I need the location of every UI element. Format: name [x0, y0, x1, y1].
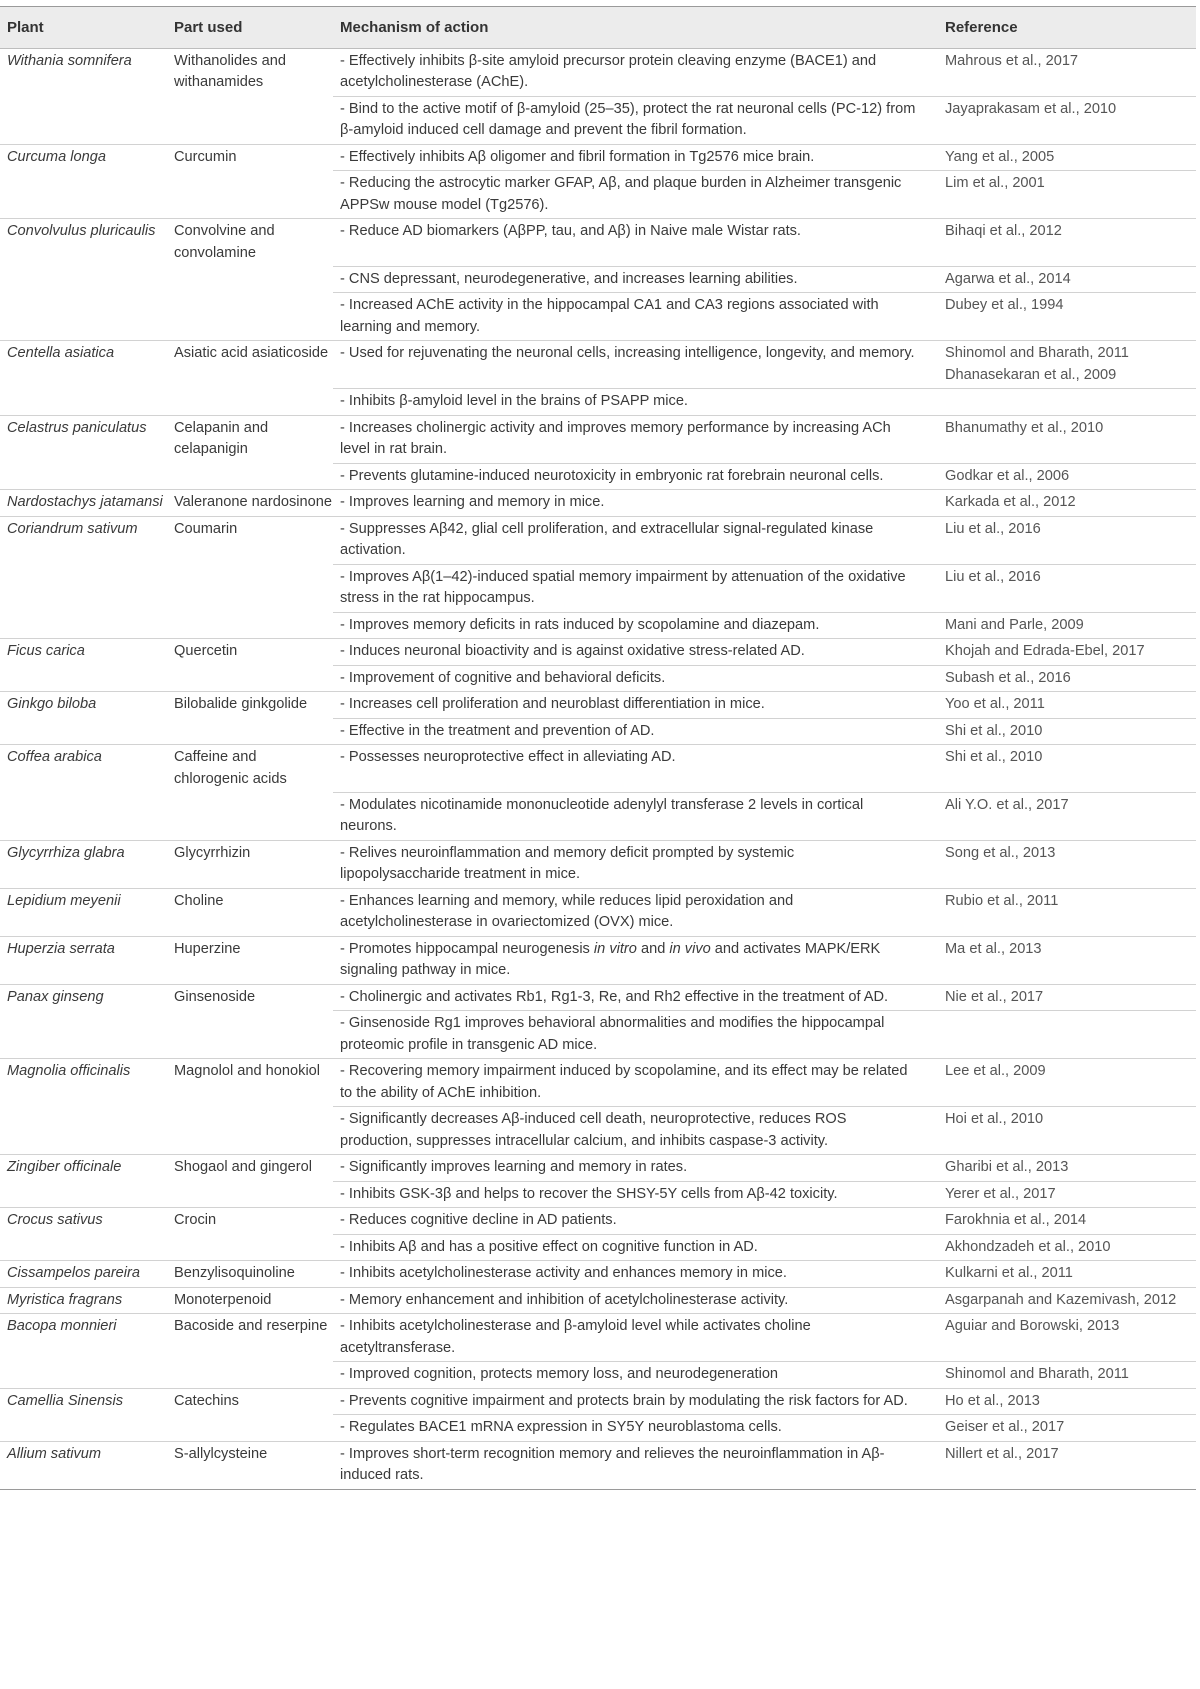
- reference-cell: Geiser et al., 2017: [938, 1415, 1196, 1442]
- table-row: [0, 463, 1196, 490]
- table-row: [0, 718, 1196, 745]
- part-cell: Huperzine: [167, 936, 333, 984]
- reference-cell: Nie et al., 2017: [938, 984, 1196, 1011]
- plant-cell: Nardostachys jatamansi: [0, 490, 167, 517]
- in-vitro-text: in vitro: [593, 940, 637, 957]
- plant-cell: [0, 1011, 167, 1059]
- mechanism-cell: - Reduce AD biomarkers (AβPP, tau, and Aβ) in Naive male Wistar rats.: [333, 219, 938, 267]
- table-row: [0, 48, 1196, 96]
- plant-cell: Zingiber officinale: [7, 1159, 122, 1175]
- plant-cell: Crocus sativus: [7, 1212, 103, 1228]
- reference-cell: Jayaprakasam et al., 2010: [938, 96, 1196, 144]
- mechanism-cell: - Improved cognition, protects memory loss, and neurodegeneration: [333, 1362, 938, 1389]
- table-row: [0, 612, 1196, 639]
- in-vivo-text: in vivo: [669, 940, 711, 957]
- mechanism-cell: - Reduces cognitive decline in AD patients.: [333, 1208, 938, 1235]
- plant-cell: Ginkgo biloba: [7, 696, 97, 712]
- mechanism-cell: - Modulates nicotinamide mononucleotide adenylyl transferase 2 levels in cortical neurons.: [333, 792, 938, 840]
- reference-cell: Aguiar and Borowski, 2013: [938, 1314, 1196, 1362]
- plant-cell: Camellia Sinensis: [7, 1392, 123, 1409]
- plant-cell: [0, 612, 167, 639]
- table-row: [0, 1011, 1196, 1059]
- table-row: [0, 1314, 1196, 1362]
- plant-cell: Convolvulus pluricaulis: [7, 223, 156, 239]
- mechanism-cell: - Improves Aβ(1–42)-induced spatial memory impairment by attenuation of the oxidative stress in the rat hippocampus.: [333, 564, 938, 612]
- part-cell: Shogaol and gingerol: [174, 1159, 312, 1175]
- reference-cell: Rubio et al., 2011: [938, 888, 1196, 936]
- reference-cell: Ma et al., 2013: [938, 936, 1196, 984]
- part-cell: Magnolol and honokiol: [174, 1063, 321, 1079]
- reference-cell: Shi et al., 2010: [938, 718, 1196, 745]
- plant-cell: [0, 1107, 167, 1155]
- table-row: [0, 1441, 1196, 1489]
- table-row: [0, 840, 1196, 888]
- reference-cell: Khojah and Edrada-Ebel, 2017: [938, 639, 1196, 666]
- header-plant: Plant: [7, 19, 44, 36]
- table-row: [0, 1234, 1196, 1261]
- mechanism-cell: [333, 936, 938, 984]
- reference-cell: Shinomol and Bharath, 2011: [938, 1362, 1196, 1389]
- reference-cell: Shi et al., 2010: [938, 745, 1196, 793]
- header-part-used: Part used: [174, 19, 243, 36]
- part-cell: [167, 1362, 333, 1389]
- part-cell: [167, 1415, 333, 1442]
- mechanism-cell: - Increases cholinergic activity and improves memory performance by increasing ACh level in rat brain.: [333, 415, 938, 463]
- header-mechanism: Mechanism of action: [340, 19, 489, 36]
- part-cell: Caffeine and chlorogenic acids: [174, 749, 287, 787]
- table-row: [0, 936, 1196, 984]
- mechanism-cell: - Increased AChE activity in the hippocampal CA1 and CA3 regions associated with learning and memory.: [333, 293, 938, 341]
- plant-cell: Cissampelos pareira: [0, 1261, 167, 1288]
- reference-cell: Farokhnia et al., 2014: [938, 1208, 1196, 1235]
- mechanism-cell: - Possesses neuroprotective effect in alleviating AD.: [333, 745, 938, 793]
- table-row: [0, 1208, 1196, 1235]
- reference-cell: Kulkarni et al., 2011: [938, 1261, 1196, 1288]
- plant-cell: [0, 564, 167, 612]
- mechanism-cell: - Improves learning and memory in mice.: [333, 490, 938, 517]
- plant-cell: Coffea arabica: [7, 749, 102, 765]
- table-header: [0, 7, 1196, 49]
- plant-cell: [0, 96, 167, 144]
- plant-cell: Withania somnifera: [7, 52, 132, 69]
- table-row: [0, 219, 1196, 267]
- part-cell: [167, 612, 333, 639]
- table-row: [0, 888, 1196, 936]
- mechanism-text: and: [636, 940, 670, 957]
- mechanism-cell: - Prevents cognitive impairment and protects brain by modulating the risk factors for AD.: [333, 1388, 938, 1415]
- plant-cell: Myristica fragrans: [0, 1287, 167, 1314]
- mechanism-cell: - Inhibits acetylcholinesterase and β-amyloid level while activates choline acetyltransferase.: [333, 1314, 938, 1362]
- part-cell: [167, 1234, 333, 1261]
- part-cell: [167, 463, 333, 490]
- reference-cell: Shinomol and Bharath, 2011 Dhanasekaran et al., 2009: [938, 341, 1196, 389]
- table-row: [0, 792, 1196, 840]
- table-row: [0, 1059, 1196, 1107]
- part-cell: [167, 1107, 333, 1155]
- part-cell: [167, 792, 333, 840]
- table-row: [0, 389, 1196, 416]
- plant-cell: Coriandrum sativum: [7, 520, 138, 537]
- plant-cell: Centella asiatica: [7, 345, 115, 361]
- reference-cell: Ho et al., 2013: [938, 1388, 1196, 1415]
- reference-cell: Song et al., 2013: [938, 840, 1196, 888]
- table-row: [0, 1287, 1196, 1314]
- plant-cell: Bacopa monnieri: [7, 1318, 117, 1334]
- part-cell: [167, 718, 333, 745]
- table-row: [0, 984, 1196, 1011]
- reference-cell: Ali Y.O. et al., 2017: [938, 792, 1196, 840]
- mechanism-cell: - Inhibits GSK-3β and helps to recover the SHSY-5Y cells from Aβ-42 toxicity.: [333, 1181, 938, 1208]
- table-row: [0, 1107, 1196, 1155]
- mechanism-cell: - Improvement of cognitive and behavioral deficits.: [333, 665, 938, 692]
- part-cell: Bacoside and reserpine: [174, 1318, 328, 1334]
- part-cell: [167, 1011, 333, 1059]
- part-cell: Monoterpenoid: [167, 1287, 333, 1314]
- mechanism-cell: - Regulates BACE1 mRNA expression in SY5Y neuroblastoma cells.: [333, 1415, 938, 1442]
- mechanism-cell: - Ginsenoside Rg1 improves behavioral abnormalities and modifies the hippocampal proteomic profile in transgenic AD mice.: [333, 1011, 938, 1059]
- mechanism-cell: - Reducing the astrocytic marker GFAP, Aβ, and plaque burden in Alzheimer transgenic APPSw mouse model (Tg2576).: [333, 171, 938, 219]
- plant-cell: Curcuma longa: [7, 148, 106, 165]
- mechanism-cell: - Relives neuroinflammation and memory deficit prompted by systemic lipopolysaccharide treatment in mice.: [333, 840, 938, 888]
- table-row: [0, 639, 1196, 666]
- table-row: [0, 490, 1196, 517]
- mechanism-cell: - Induces neuronal bioactivity and is against oxidative stress-related AD.: [333, 639, 938, 666]
- mechanism-cell: - Effective in the treatment and prevention of AD.: [333, 718, 938, 745]
- reference-cell: Dubey et al., 1994: [938, 293, 1196, 341]
- part-cell: Celapanin and celapanigin: [174, 419, 269, 457]
- table-row: [0, 415, 1196, 463]
- mechanism-cell: - Effectively inhibits Aβ oligomer and fibril formation in Tg2576 mice brain.: [333, 144, 938, 171]
- part-cell: [167, 1181, 333, 1208]
- part-cell: [167, 564, 333, 612]
- table-row: [0, 293, 1196, 341]
- part-cell: [167, 293, 333, 341]
- table-row: [0, 665, 1196, 692]
- part-cell: Coumarin: [174, 520, 238, 537]
- reference-cell: Lee et al., 2009: [938, 1059, 1196, 1107]
- plant-cell: [0, 792, 167, 840]
- table-row: [0, 1388, 1196, 1415]
- reference-cell: Asgarpanah and Kazemivash, 2012: [938, 1287, 1196, 1314]
- plant-cell: [0, 266, 167, 293]
- reference-cell: Mahrous et al., 2017: [938, 48, 1196, 96]
- table-row: [0, 745, 1196, 793]
- reference-cell: Yerer et al., 2017: [938, 1181, 1196, 1208]
- part-cell: Catechins: [174, 1392, 239, 1409]
- table-row: [0, 171, 1196, 219]
- table-row: [0, 266, 1196, 293]
- plant-cell: Huperzia serrata: [0, 936, 167, 984]
- part-cell: [167, 665, 333, 692]
- plant-cell: Allium sativum: [0, 1441, 167, 1489]
- mechanism-cell: - Suppresses Aβ42, glial cell proliferation, and extracellular signal-regulated kinase activation.: [333, 516, 938, 564]
- reference-cell: Agarwa et al., 2014: [938, 266, 1196, 293]
- part-cell: Withanolides and withanamides: [174, 52, 286, 90]
- table-row: [0, 1155, 1196, 1182]
- table-row: [0, 341, 1196, 389]
- reference-cell: Yang et al., 2005: [938, 144, 1196, 171]
- reference-cell: Gharibi et al., 2013: [938, 1155, 1196, 1182]
- reference-cell: Akhondzadeh et al., 2010: [938, 1234, 1196, 1261]
- table-row: [0, 564, 1196, 612]
- plant-cell: Ficus carica: [7, 643, 85, 659]
- table-row: [0, 1181, 1196, 1208]
- part-cell: Valeranone nardosinone: [167, 490, 333, 517]
- table-row: [0, 96, 1196, 144]
- part-cell: [167, 96, 333, 144]
- reference-cell: Hoi et al., 2010: [938, 1107, 1196, 1155]
- header-row: [0, 7, 1196, 49]
- header-reference: Reference: [945, 19, 1018, 36]
- mechanism-cell: - Cholinergic and activates Rb1, Rg1-3, Re, and Rh2 effective in the treatment of AD.: [333, 984, 938, 1011]
- part-cell: Asiatic acid asiaticoside: [174, 345, 329, 361]
- table-row: [0, 1415, 1196, 1442]
- mechanism-cell: - Bind to the active motif of β-amyloid (25–35), protect the rat neuronal cells (PC-12) from β-amyloid induced cell damage and prevent the fibril formation.: [333, 96, 938, 144]
- reference-cell: Karkada et al., 2012: [938, 490, 1196, 517]
- plant-cell: [0, 1415, 167, 1442]
- plant-cell: [0, 293, 167, 341]
- table-body: [0, 48, 1196, 1489]
- mechanism-cell: - CNS depressant, neurodegenerative, and increases learning abilities.: [333, 266, 938, 293]
- part-cell: Choline: [167, 888, 333, 936]
- plant-cell: [0, 665, 167, 692]
- reference-cell: Yoo et al., 2011: [938, 692, 1196, 719]
- plant-cell: Celastrus paniculatus: [7, 419, 147, 436]
- mechanism-cell: - Increases cell proliferation and neuroblast differentiation in mice.: [333, 692, 938, 719]
- mechanism-cell: - Significantly decreases Aβ-induced cell death, neuroprotective, reduces ROS production, suppresses intracellular calcium, and inhibits caspase-3 activity.: [333, 1107, 938, 1155]
- part-cell: Ginsenoside: [174, 988, 256, 1005]
- reference-cell: Liu et al., 2016: [938, 564, 1196, 612]
- mechanism-cell: - Enhances learning and memory, while reduces lipid peroxidation and acetylcholinesterase in ovariectomized (OVX) mice.: [333, 888, 938, 936]
- part-cell: [167, 266, 333, 293]
- mechanism-cell: - Inhibits acetylcholinesterase activity and enhances memory in mice.: [333, 1261, 938, 1288]
- part-cell: Glycyrrhizin: [167, 840, 333, 888]
- mechanism-text: - Promotes hippocampal neurogenesis: [340, 940, 594, 957]
- reference-cell: Bihaqi et al., 2012: [938, 219, 1196, 267]
- table-row: [0, 1362, 1196, 1389]
- mechanism-cell: - Improves short-term recognition memory and relieves the neuroinflammation in Aβ-induced rats.: [333, 1441, 938, 1489]
- reference-cell: Mani and Parle, 2009: [938, 612, 1196, 639]
- reference-cell: Nillert et al., 2017: [938, 1441, 1196, 1489]
- plants-table: [0, 6, 1196, 1490]
- mechanism-cell: - Effectively inhibits β-site amyloid precursor protein cleaving enzyme (BACE1) and acetylcholinesterase (AChE).: [333, 48, 938, 96]
- table-row: [0, 692, 1196, 719]
- mechanism-cell: - Improves memory deficits in rats induced by scopolamine and diazepam.: [333, 612, 938, 639]
- plant-cell: Glycyrrhiza glabra: [0, 840, 167, 888]
- table-row: [0, 144, 1196, 171]
- mechanism-cell: - Used for rejuvenating the neuronal cells, increasing intelligence, longevity, and memory.: [333, 341, 938, 389]
- plant-cell: [0, 171, 167, 219]
- part-cell: [167, 171, 333, 219]
- part-cell: Benzylisoquinoline: [167, 1261, 333, 1288]
- part-cell: Quercetin: [174, 643, 238, 659]
- mechanism-cell: - Memory enhancement and inhibition of acetylcholinesterase activity.: [333, 1287, 938, 1314]
- mechanism-cell: - Inhibits Aβ and has a positive effect on cognitive function in AD.: [333, 1234, 938, 1261]
- plant-cell: [0, 1362, 167, 1389]
- part-cell: Curcumin: [174, 148, 237, 165]
- part-cell: Bilobalide ginkgolide: [174, 696, 308, 712]
- plant-cell: [0, 1234, 167, 1261]
- mechanism-cell: - Inhibits β-amyloid level in the brains of PSAPP mice.: [333, 389, 938, 416]
- plant-cell: [0, 389, 167, 416]
- reference-cell: [938, 389, 1196, 416]
- part-cell: Crocin: [174, 1212, 217, 1228]
- reference-cell: [938, 1011, 1196, 1059]
- part-cell: [167, 389, 333, 416]
- plant-cell: [0, 1181, 167, 1208]
- plant-cell: Magnolia officinalis: [7, 1063, 131, 1079]
- mechanism-cell: - Prevents glutamine-induced neurotoxicity in embryonic rat forebrain neuronal cells.: [333, 463, 938, 490]
- reference-cell: Godkar et al., 2006: [938, 463, 1196, 490]
- mechanism-cell: - Significantly improves learning and memory in rates.: [333, 1155, 938, 1182]
- plant-cell: [0, 718, 167, 745]
- plant-cell: [0, 463, 167, 490]
- reference-cell: Liu et al., 2016: [938, 516, 1196, 564]
- table-row: [0, 516, 1196, 564]
- plant-cell: Lepidium meyenii: [0, 888, 167, 936]
- reference-cell: Subash et al., 2016: [938, 665, 1196, 692]
- mechanism-text: and activates MAPK/ERK signaling pathway in mice.: [340, 940, 881, 978]
- reference-cell: Bhanumathy et al., 2010: [938, 415, 1196, 463]
- table-row: [0, 1261, 1196, 1288]
- plant-cell: Panax ginseng: [7, 988, 104, 1005]
- mechanism-cell: - Recovering memory impairment induced by scopolamine, and its effect may be related to the ability of AChE inhibition.: [333, 1059, 938, 1107]
- part-cell: S-allylcysteine: [167, 1441, 333, 1489]
- reference-cell: Lim et al., 2001: [938, 171, 1196, 219]
- part-cell: Convolvine and convolamine: [174, 223, 275, 261]
